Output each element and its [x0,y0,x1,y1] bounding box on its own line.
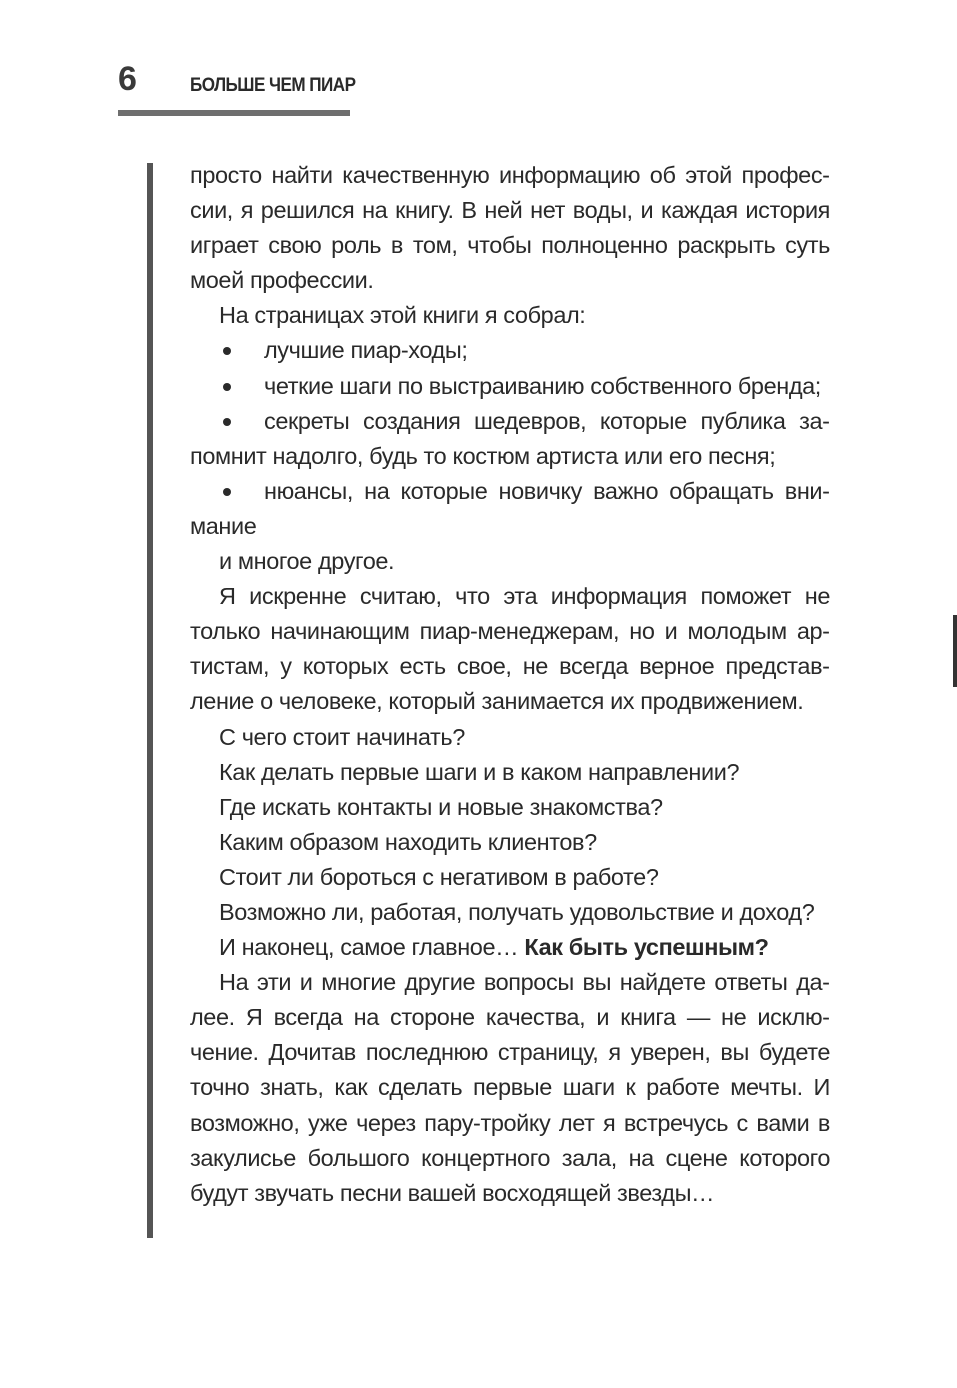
page-header [118,60,356,116]
paragraph-2: Я искренне считаю, что эта информация поможет не только начинающим пиар-менеджерам, но и молодым артистам, у которых есть свое, не всегда верное представление о человеке, который занимается их продвижением. [190,583,830,715]
margin-bar [147,163,153,1238]
running-title: БОЛЬШЕ ЧЕМ ПИАР [190,75,356,96]
list-intro: На страницах этой книги я собрал: [219,302,586,329]
list-item-text: лучшие пиар-ходы; [264,337,468,364]
question-line: Как делать первые шаги и в каком направлении? [219,758,740,785]
bullet-icon [223,488,231,496]
question-line: Где искать контакты и новые знакомства? [219,793,663,820]
page-number: 6 [118,60,137,98]
list-item-text: нюансы, на которые новичку важно обращать внимание [190,477,830,539]
list-item [190,404,830,474]
intro-paragraph: просто найти качественную информацию об этой профессии, я решился на книгу. В ней нет воды, и каждая история играет свою роль в том, чтобы полноценно раскрыть суть моей профессии. [190,162,830,294]
list-item-text: четкие шаги по выстраиванию собственного бренда; [264,372,821,399]
list-item-text: секреты создания шедевров, которые публика запомнит надолго, будь то костюм артиста или его песня; [190,407,830,469]
body-text [190,158,830,1211]
bullet-icon [223,418,231,426]
list-outro: и многое другое. [219,548,395,575]
list-item [190,474,830,544]
list-item [190,369,830,404]
closing-paragraph: На эти и многие другие вопросы вы найдете ответы далее. Я всегда на стороне качества, и книга — не исключение. Дочитав последнюю страницу, я уверен, вы будете точно знать, как сделать первые шаги к работе мечты. И возможно, уже через пару-тройку лет я встречусь с вами в закулисье большого концертного зала, на сцене которого будут звучать песни вашей восходящей звезды… [190,969,830,1206]
bullet-icon [223,383,231,391]
list-item [190,333,830,368]
question-line: Каким образом находить клиентов? [219,828,597,855]
final-question-lead: И наконец, самое главное… [219,934,525,961]
final-question [190,930,830,965]
bullet-icon [223,347,231,355]
bullet-list [190,333,830,544]
question-line: Возможно ли, работая, получать удовольствие и доход? [219,898,815,925]
question-line: С чего стоит начинать? [219,723,465,750]
page-edge-mark [953,615,957,687]
final-question-bold: Как быть успешным? [524,934,769,961]
question-line: Стоит ли бороться с негативом в работе? [219,863,659,890]
